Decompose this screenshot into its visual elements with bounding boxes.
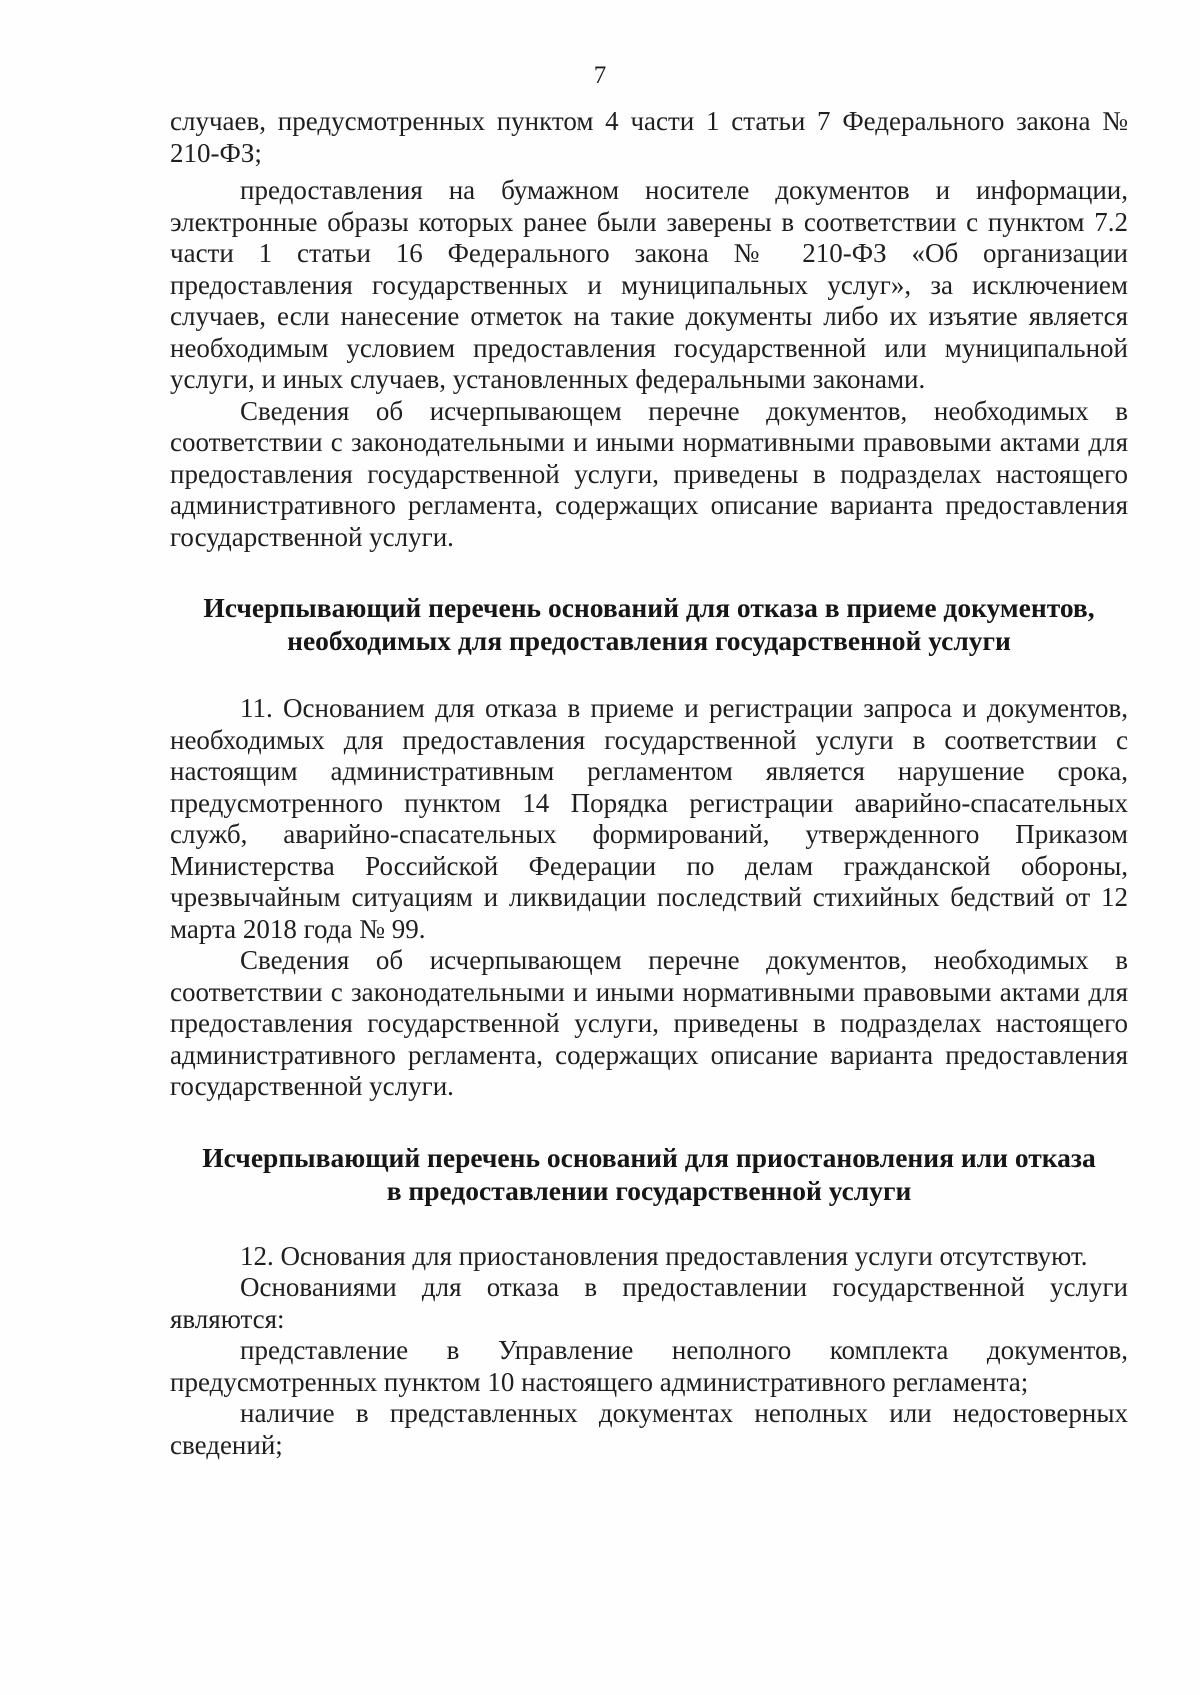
document-body bbox=[170, 106, 1128, 1461]
page-number: 7 bbox=[593, 62, 607, 89]
heading-line: в предоставлении государственной услуги bbox=[386, 1174, 912, 1206]
paragraph-continuation: случаев, предусмотренных пунктом 4 части 1 статьи 7 Федерального закона № 210-ФЗ; bbox=[170, 106, 1128, 168]
section-heading-refusal-acceptance bbox=[170, 591, 1128, 657]
paragraph-paper-documents: предоставления на бумажном носителе документов и информации, электронные образы которых ранее были заверены в соответствии с пунктом 7.2 части 1 статьи 16 Федерального закона № 210-ФЗ «Об организации предоставления государственных и муниципальных услуг», за исключением случаев, если нанесение отметок на такие документы либо их изъятие является необходимым условием предоставления государственной или муниципальной услуги, и иных случаев, установленных федеральными законами. bbox=[170, 175, 1128, 394]
paragraph-11: 11. Основанием для отказа в приеме и регистрации запроса и документов, необходимых для предоставления государственной услуги в соответствии с настоящим административным регламентом является нарушение срока, предусмотренного пунктом 14 Порядка регистрации аварийно-спасательных служб, аварийно-спасательных формирований, утвержденного Приказом Министерства Российской Федерации по делам гражданской обороны, чрезвычайным ситуациям и ликвидации последствий стихийных бедствий от 12 марта 2018 года № 99. bbox=[170, 693, 1128, 944]
heading-line: Исчерпывающий перечень оснований для приостановления или отказа bbox=[202, 1141, 1096, 1173]
paragraph-refusal-grounds: Основаниями для отказа в предоставлении государственной услуги являются: bbox=[170, 1272, 1128, 1334]
heading-line: необходимых для предоставления государственной услуги bbox=[287, 625, 1011, 656]
paragraph-documents-info-repeat: Сведения об исчерпывающем перечне документов, необходимых в соответствии с законодательными и иными нормативными правовыми актами для предоставления государственной услуги, приведены в подразделах настоящего административного регламента, содержащих описание варианта предоставления государственной услуги. bbox=[170, 945, 1128, 1101]
paragraph-unreliable-info: наличие в представленных документах неполных или недостоверных сведений; bbox=[170, 1398, 1128, 1460]
heading-line: Исчерпывающий перечень оснований для отказа в приеме документов, bbox=[203, 592, 1095, 623]
paragraph-documents-info: Сведения об исчерпывающем перечне документов, необходимых в соответствии с законодательными и иными нормативными правовыми актами для предоставления государственной услуги, приведены в подразделах настоящего административного регламента, содержащих описание варианта предоставления государственной услуги. bbox=[170, 395, 1128, 552]
paragraph-incomplete-set: представление в Управление неполного комплекта документов, предусмотренных пунктом 10 настоящего административного регламента; bbox=[170, 1335, 1128, 1397]
paragraph-12: 12. Основания для приостановления предоставления услуги отсутствуют. bbox=[240, 1240, 1088, 1271]
section-heading-suspension-refusal bbox=[170, 1141, 1128, 1207]
